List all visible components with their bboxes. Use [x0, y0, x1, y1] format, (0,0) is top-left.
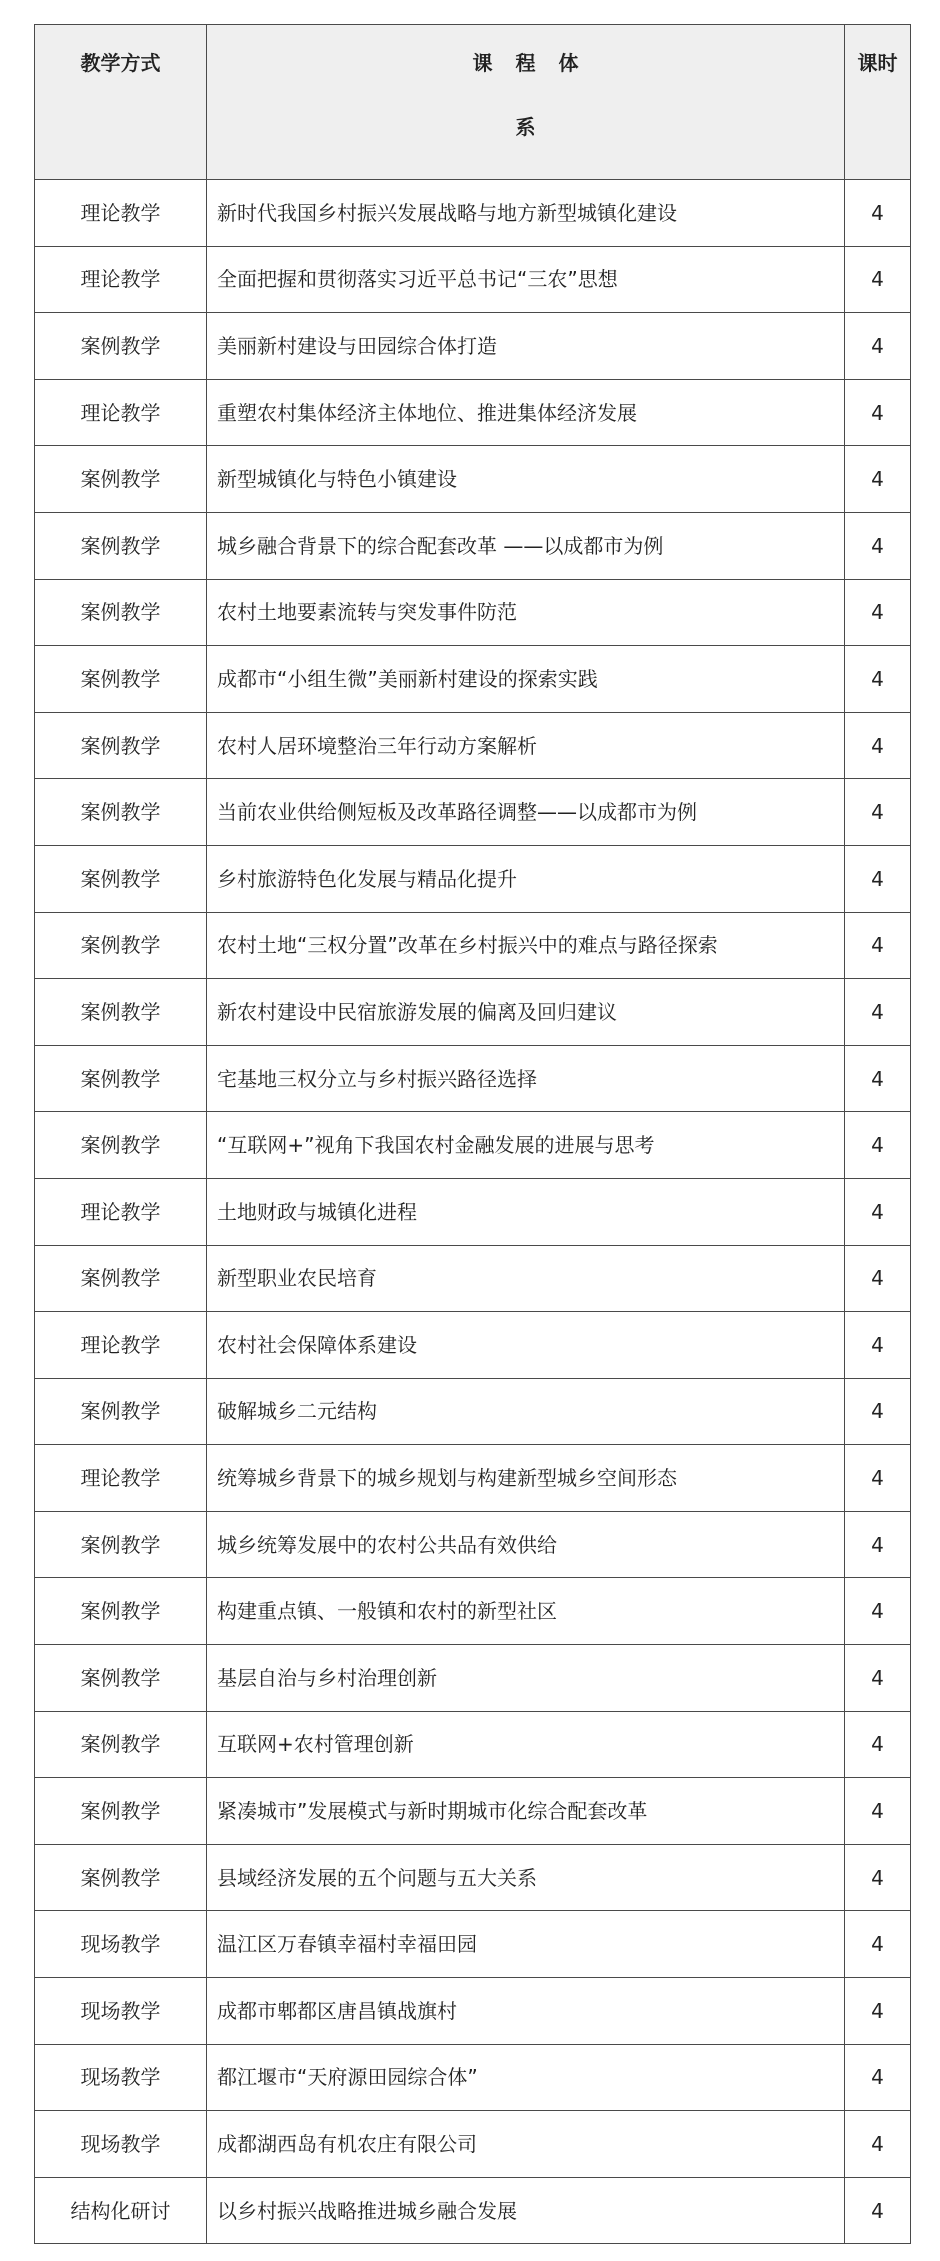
- course-title-cell: 农村人居环境整治三年行动方案解析: [207, 712, 845, 779]
- teaching-method-cell: 理论教学: [35, 180, 207, 247]
- class-hours-cell: 4: [845, 845, 911, 912]
- teaching-method-cell: 案例教学: [35, 1378, 207, 1445]
- header-course-line2: 系: [515, 115, 536, 139]
- class-hours-cell: 4: [845, 313, 911, 380]
- class-hours-cell: 4: [845, 646, 911, 713]
- class-hours-cell: 4: [845, 1911, 911, 1978]
- course-title-cell: 美丽新村建设与田园综合体打造: [207, 313, 845, 380]
- table-row: [35, 1978, 911, 2045]
- teaching-method-cell: 结构化研讨: [35, 2177, 207, 2244]
- table-row: [35, 1112, 911, 1179]
- table-row: [35, 1645, 911, 1712]
- teaching-method-cell: 理论教学: [35, 246, 207, 313]
- table-row: [35, 2044, 911, 2111]
- teaching-method-cell: 现场教学: [35, 1911, 207, 1978]
- teaching-method-cell: 案例教学: [35, 1511, 207, 1578]
- table-row: [35, 246, 911, 313]
- table-row: [35, 646, 911, 713]
- table-row: [35, 1778, 911, 1845]
- class-hours-cell: 4: [845, 1711, 911, 1778]
- class-hours-cell: 4: [845, 1312, 911, 1379]
- teaching-method-cell: 现场教学: [35, 2111, 207, 2178]
- course-title-cell: 农村土地要素流转与突发事件防范: [207, 579, 845, 646]
- class-hours-cell: 4: [845, 1778, 911, 1845]
- table-row: [35, 1578, 911, 1645]
- table-body: [35, 180, 911, 2244]
- teaching-method-cell: 案例教学: [35, 979, 207, 1046]
- class-hours-cell: 4: [845, 712, 911, 779]
- class-hours-cell: 4: [845, 1511, 911, 1578]
- course-title-cell: 破解城乡二元结构: [207, 1378, 845, 1445]
- course-title-cell: 新时代我国乡村振兴发展战略与地方新型城镇化建设: [207, 180, 845, 247]
- table-row: [35, 313, 911, 380]
- table-row: [35, 1511, 911, 1578]
- table-row: [35, 512, 911, 579]
- teaching-method-cell: 案例教学: [35, 313, 207, 380]
- teaching-method-cell: 案例教学: [35, 779, 207, 846]
- course-title-cell: 乡村旅游特色化发展与精品化提升: [207, 845, 845, 912]
- table-row: [35, 1178, 911, 1245]
- course-title-cell: 构建重点镇、一般镇和农村的新型社区: [207, 1578, 845, 1645]
- table-row: [35, 912, 911, 979]
- course-title-cell: 重塑农村集体经济主体地位、推进集体经济发展: [207, 379, 845, 446]
- course-title-cell: 农村土地“三权分置”改革在乡村振兴中的难点与路径探索: [207, 912, 845, 979]
- header-method: 教学方式: [35, 25, 207, 180]
- course-title-cell: 都江堰市“天府源田园综合体”: [207, 2044, 845, 2111]
- class-hours-cell: 4: [845, 2111, 911, 2178]
- course-schedule-table: [34, 24, 911, 2244]
- header-course-line1: 课 程 体: [472, 51, 587, 75]
- teaching-method-cell: 案例教学: [35, 1245, 207, 1312]
- course-title-cell: 新型职业农民培育: [207, 1245, 845, 1312]
- class-hours-cell: 4: [845, 446, 911, 513]
- course-title-cell: 基层自治与乡村治理创新: [207, 1645, 845, 1712]
- course-title-cell: 新型城镇化与特色小镇建设: [207, 446, 845, 513]
- course-title-cell: 新农村建设中民宿旅游发展的偏离及回归建议: [207, 979, 845, 1046]
- course-title-cell: 成都市郫都区唐昌镇战旗村: [207, 1978, 845, 2045]
- course-title-cell: 农村社会保障体系建设: [207, 1312, 845, 1379]
- class-hours-cell: 4: [845, 1245, 911, 1312]
- table-row: [35, 579, 911, 646]
- class-hours-cell: 4: [845, 1178, 911, 1245]
- table-row: [35, 779, 911, 846]
- teaching-method-cell: 理论教学: [35, 1178, 207, 1245]
- course-title-cell: 以乡村振兴战略推进城乡融合发展: [207, 2177, 845, 2244]
- course-title-cell: 城乡统筹发展中的农村公共品有效供给: [207, 1511, 845, 1578]
- course-title-cell: “互联网+”视角下我国农村金融发展的进展与思考: [207, 1112, 845, 1179]
- table-row: [35, 979, 911, 1046]
- table-row: [35, 1911, 911, 1978]
- course-title-cell: 成都湖西岛有机农庄有限公司: [207, 2111, 845, 2178]
- teaching-method-cell: 案例教学: [35, 1045, 207, 1112]
- teaching-method-cell: 案例教学: [35, 1578, 207, 1645]
- teaching-method-cell: 案例教学: [35, 646, 207, 713]
- course-title-cell: 土地财政与城镇化进程: [207, 1178, 845, 1245]
- teaching-method-cell: 案例教学: [35, 845, 207, 912]
- teaching-method-cell: 案例教学: [35, 579, 207, 646]
- class-hours-cell: 4: [845, 512, 911, 579]
- teaching-method-cell: 现场教学: [35, 1978, 207, 2045]
- teaching-method-cell: 理论教学: [35, 1445, 207, 1512]
- course-title-cell: 城乡融合背景下的综合配套改革 ——以成都市为例: [207, 512, 845, 579]
- table-row: [35, 1378, 911, 1445]
- table-row: [35, 712, 911, 779]
- table-row: [35, 379, 911, 446]
- class-hours-cell: 4: [845, 2177, 911, 2244]
- class-hours-cell: 4: [845, 2044, 911, 2111]
- table-header: [35, 25, 911, 180]
- table-row: [35, 1245, 911, 1312]
- teaching-method-cell: 理论教学: [35, 379, 207, 446]
- header-hours: 课时: [845, 25, 911, 180]
- class-hours-cell: 4: [845, 1978, 911, 2045]
- table-row: [35, 446, 911, 513]
- class-hours-cell: 4: [845, 579, 911, 646]
- teaching-method-cell: 理论教学: [35, 1312, 207, 1379]
- course-title-cell: 紧凑城市”发展模式与新时期城市化综合配套改革: [207, 1778, 845, 1845]
- teaching-method-cell: 案例教学: [35, 1645, 207, 1712]
- course-title-cell: 县域经济发展的五个问题与五大关系: [207, 1844, 845, 1911]
- class-hours-cell: 4: [845, 1645, 911, 1712]
- course-title-cell: 全面把握和贯彻落实习近平总书记“三农”思想: [207, 246, 845, 313]
- class-hours-cell: 4: [845, 180, 911, 247]
- teaching-method-cell: 案例教学: [35, 1112, 207, 1179]
- teaching-method-cell: 案例教学: [35, 1711, 207, 1778]
- course-title-cell: 当前农业供给侧短板及改革路径调整——以成都市为例: [207, 779, 845, 846]
- course-title-cell: 温江区万春镇幸福村幸福田园: [207, 1911, 845, 1978]
- table-row: [35, 1045, 911, 1112]
- table-row: [35, 1312, 911, 1379]
- teaching-method-cell: 案例教学: [35, 512, 207, 579]
- teaching-method-cell: 案例教学: [35, 1778, 207, 1845]
- table-row: [35, 845, 911, 912]
- table-row: [35, 180, 911, 247]
- teaching-method-cell: 案例教学: [35, 1844, 207, 1911]
- class-hours-cell: 4: [845, 1844, 911, 1911]
- teaching-method-cell: 现场教学: [35, 2044, 207, 2111]
- table-row: [35, 1844, 911, 1911]
- class-hours-cell: 4: [845, 1578, 911, 1645]
- table-row: [35, 2111, 911, 2178]
- class-hours-cell: 4: [845, 1112, 911, 1179]
- table-row: [35, 2177, 911, 2244]
- teaching-method-cell: 案例教学: [35, 712, 207, 779]
- class-hours-cell: 4: [845, 1378, 911, 1445]
- table-row: [35, 1711, 911, 1778]
- class-hours-cell: 4: [845, 912, 911, 979]
- teaching-method-cell: 案例教学: [35, 912, 207, 979]
- header-course: [207, 25, 845, 180]
- class-hours-cell: 4: [845, 246, 911, 313]
- course-title-cell: 互联网+农村管理创新: [207, 1711, 845, 1778]
- header-row: [35, 25, 911, 180]
- course-title-cell: 成都市“小组生微”美丽新村建设的探索实践: [207, 646, 845, 713]
- class-hours-cell: 4: [845, 1045, 911, 1112]
- course-title-cell: 宅基地三权分立与乡村振兴路径选择: [207, 1045, 845, 1112]
- course-title-cell: 统筹城乡背景下的城乡规划与构建新型城乡空间形态: [207, 1445, 845, 1512]
- table-row: [35, 1445, 911, 1512]
- class-hours-cell: 4: [845, 779, 911, 846]
- teaching-method-cell: 案例教学: [35, 446, 207, 513]
- class-hours-cell: 4: [845, 379, 911, 446]
- class-hours-cell: 4: [845, 1445, 911, 1512]
- class-hours-cell: 4: [845, 979, 911, 1046]
